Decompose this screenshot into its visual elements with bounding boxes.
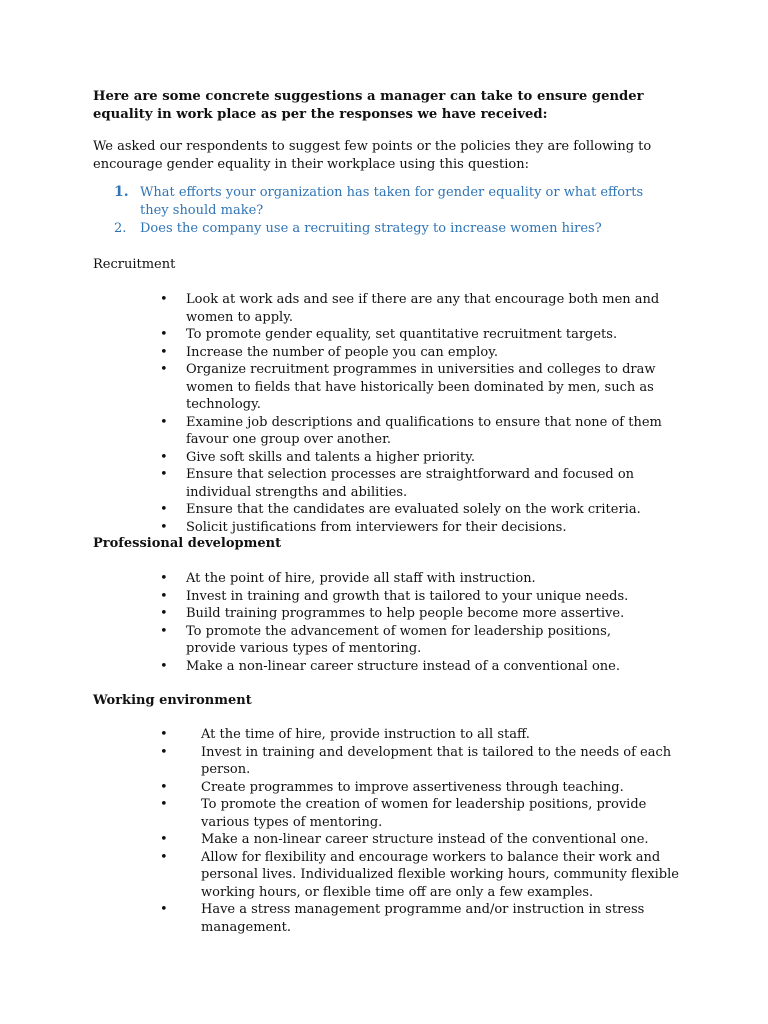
section-title-professional-development: Professional development	[93, 536, 282, 551]
bullet-icon: •	[160, 849, 168, 865]
bullet-icon: •	[160, 467, 168, 482]
question-number: 2.	[114, 221, 127, 236]
document-heading: Here are some concrete suggestions a manager can take to ensure gender equality in work place as per the responses we have received:	[93, 89, 644, 122]
list-item-text: Ensure that the candidates are evaluated solely on the work criteria.	[186, 502, 641, 517]
list-item-text: Invest in training and growth that is tailored to your unique needs.	[186, 588, 629, 604]
list-item	[160, 449, 686, 467]
working-environment-list	[160, 726, 681, 936]
bullet-icon: •	[160, 727, 168, 742]
bullet-icon: •	[160, 571, 168, 586]
question-item	[114, 220, 674, 238]
list-item-text: To promote the advancement of women for leadership positions, provide various types of mentoring.	[186, 623, 611, 656]
list-item	[160, 901, 681, 936]
bullet-icon: •	[160, 414, 168, 430]
question-number: 1.	[114, 184, 129, 200]
bullet-icon: •	[160, 344, 168, 360]
bullet-icon: •	[160, 658, 168, 674]
question-text: Does the company use a recruiting strategy to increase women hires?	[140, 221, 602, 236]
bullet-icon: •	[160, 623, 168, 639]
bullet-icon: •	[160, 519, 168, 535]
list-item	[160, 779, 681, 797]
survey-questions	[114, 184, 674, 239]
bullet-icon: •	[160, 797, 168, 812]
list-item-text: Allow for flexibility and encourage workers to balance their work and personal lives. Individualized flexible working hours, community flexible working hours, or flexible time off are only a few examples.	[201, 849, 679, 900]
list-item	[160, 849, 681, 902]
list-item	[160, 291, 686, 326]
list-item	[160, 726, 681, 744]
list-item	[160, 605, 656, 623]
bullet-icon: •	[160, 606, 168, 621]
list-item-text: Invest in training and development that is tailored to the needs of each person.	[201, 744, 672, 777]
list-item	[160, 361, 686, 414]
recruitment-list	[160, 291, 686, 536]
bullet-icon: •	[160, 744, 168, 760]
section-title-recruitment: Recruitment	[93, 257, 176, 272]
list-item	[160, 796, 681, 831]
list-item-text: Look at work ads and see if there are any that encourage both men and women to apply.	[186, 292, 660, 325]
list-item	[160, 588, 656, 606]
list-item-text: Have a stress management programme and/or instruction in stress management.	[201, 902, 645, 935]
question-text: What efforts your organization has taken for gender equality or what efforts they should make?	[140, 185, 644, 218]
list-item	[160, 344, 686, 362]
professional-development-list	[160, 570, 656, 675]
list-item-text: Make a non-linear career structure instead of a conventional one.	[186, 658, 620, 674]
list-item	[160, 831, 681, 849]
section-title-working-environment: Working environment	[93, 693, 252, 708]
list-item-text: Organize recruitment programmes in universities and colleges to draw women to fields that have historically been dominated by men, such as technology.	[186, 362, 656, 412]
question-item	[114, 184, 674, 219]
intro-paragraph: We asked our respondents to suggest few points or the policies they are following to encourage gender equality in their workplace using this question:	[93, 139, 652, 172]
list-item-text: Make a non-linear career structure instead of the conventional one.	[201, 832, 649, 847]
bullet-icon: •	[160, 502, 168, 517]
bullet-icon: •	[160, 327, 168, 342]
list-item-text: To promote gender equality, set quantitative recruitment targets.	[186, 327, 618, 342]
list-item	[160, 623, 656, 658]
list-item-text: Ensure that selection processes are straightforward and focused on individual strengths and abilities.	[186, 467, 635, 500]
list-item-text: Give soft skills and talents a higher priority.	[186, 449, 476, 465]
list-item-text: Solicit justifications from interviewers for their decisions.	[186, 519, 567, 535]
list-item-text: Examine job descriptions and qualifications to ensure that none of them favour one group over another.	[186, 414, 662, 447]
list-item	[160, 744, 681, 779]
bullet-icon: •	[160, 902, 168, 917]
list-item-text: To promote the creation of women for leadership positions, provide various types of mentoring.	[201, 797, 647, 830]
list-item	[160, 570, 656, 588]
list-item-text: Create programmes to improve assertiveness through teaching.	[201, 779, 624, 795]
list-item-text: At the time of hire, provide instruction to all staff.	[201, 727, 530, 742]
bullet-icon: •	[160, 449, 168, 465]
bullet-icon: •	[160, 832, 168, 847]
bullet-icon: •	[160, 292, 168, 307]
bullet-icon: •	[160, 362, 168, 377]
list-item	[160, 519, 686, 537]
list-item	[160, 466, 686, 501]
list-item-text: At the point of hire, provide all staff with instruction.	[186, 571, 536, 586]
list-item	[160, 658, 656, 676]
list-item	[160, 326, 686, 344]
list-item-text: Build training programmes to help people become more assertive.	[186, 606, 625, 621]
bullet-icon: •	[160, 779, 168, 795]
bullet-icon: •	[160, 588, 168, 604]
list-item-text: Increase the number of people you can employ.	[186, 344, 499, 360]
list-item	[160, 501, 686, 519]
list-item	[160, 414, 686, 449]
